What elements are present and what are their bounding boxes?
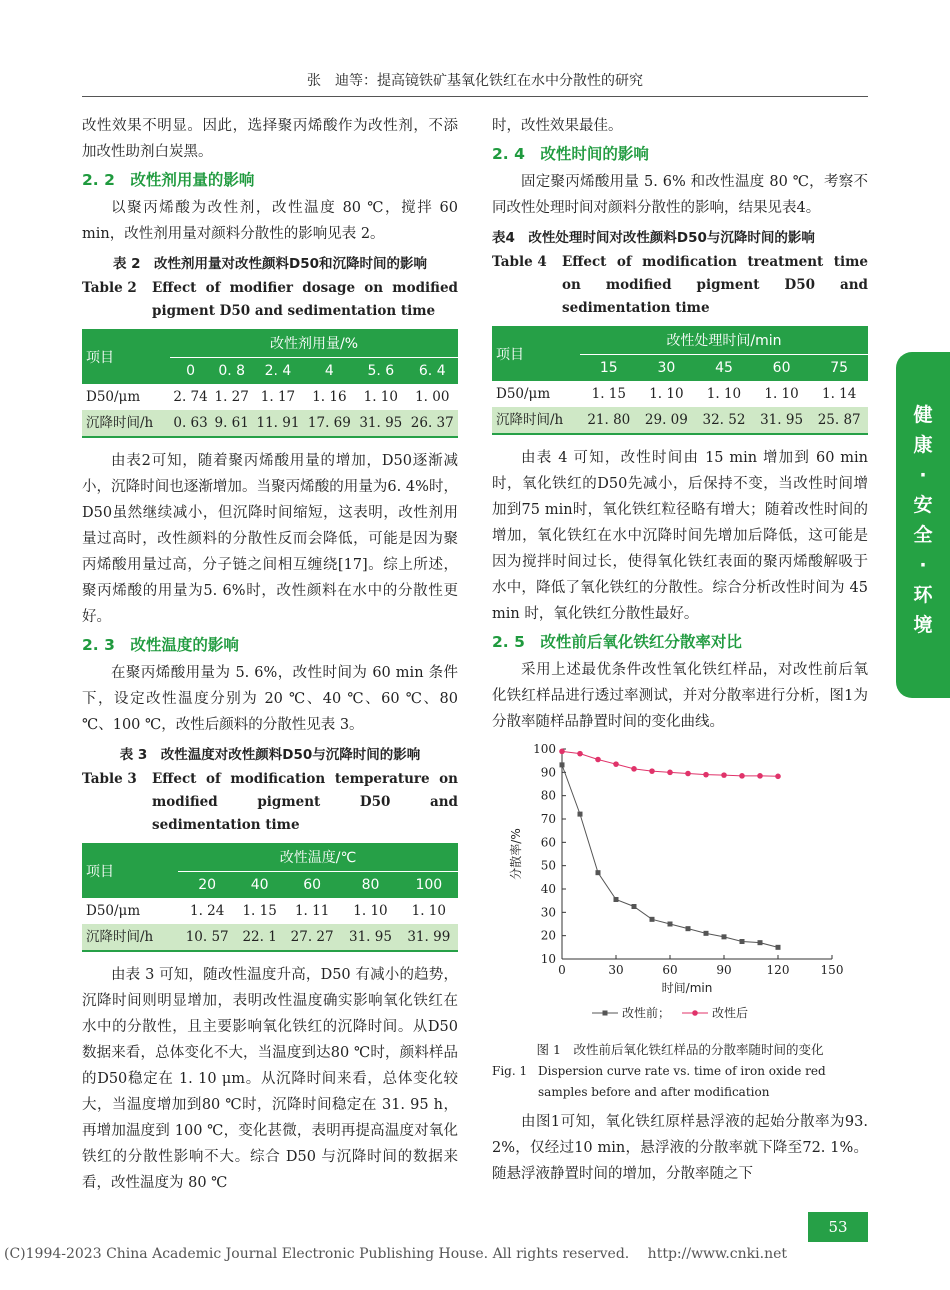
table-cell: 10. 57	[178, 924, 236, 951]
caption-label: Table 4	[492, 254, 547, 270]
header-rule	[82, 96, 868, 97]
table-cell: 31. 95	[753, 407, 811, 434]
caption-text: Effect of modifier dosage on modified pigment D50 and sedimentation time	[152, 280, 458, 319]
data-point-after	[667, 770, 673, 776]
y-tick-label: 90	[540, 765, 556, 780]
table-cell: 1. 10	[411, 903, 446, 919]
caption-label: Table 2	[82, 280, 137, 296]
data-point-before	[668, 922, 673, 927]
side-tab-char: 环	[913, 584, 933, 606]
table-col-header: 75	[810, 355, 868, 382]
table-col-header: 60	[753, 355, 811, 382]
legend-marker-after	[692, 1010, 698, 1016]
table-group-header: 改性温度/℃	[178, 844, 458, 872]
data-point-after	[613, 761, 619, 767]
table-row	[492, 381, 868, 407]
table-col-header: 15	[580, 355, 638, 382]
legend-marker-before	[603, 1011, 608, 1016]
table-3-caption-zh: 表 3 改性温度对改性颜料D50与沉降时间的影响	[119, 747, 421, 763]
table-col-header: 0. 8	[211, 358, 252, 385]
table-cell: 26. 37	[407, 410, 458, 437]
data-point-before	[614, 897, 619, 902]
table-cell: 17. 69	[304, 410, 355, 437]
table-cell: 1. 10	[363, 389, 398, 405]
paragraph: 在聚丙烯酸用量为 5. 6%，改性时间为 60 min 条件下，设定改性温度分别为 20 ℃、40 ℃、60 ℃、80 ℃、100 ℃，改性后颜料的分散性见表 3。	[82, 665, 458, 733]
y-axis-label: 分散率/%	[509, 828, 523, 880]
table-row	[82, 924, 458, 951]
caption-text: Effect of modification treatment time on modified pigment D50 and sedimentation time	[562, 254, 868, 316]
table-col-header: 4	[304, 358, 355, 385]
data-point-before	[650, 917, 655, 922]
dispersion-chart	[492, 739, 868, 1039]
data-point-after	[559, 749, 565, 755]
table-cell: 1. 10	[706, 386, 742, 402]
table-cell: 1. 24	[189, 903, 225, 919]
page-number: 53	[808, 1212, 868, 1242]
section-heading-2-4: 2. 4 改性时间的影响	[492, 145, 649, 163]
caption-text: Dispersion curve rate vs. time of iron oxide red samples before and after modification	[538, 1064, 826, 1099]
caption-label: Table 3	[82, 771, 137, 787]
table-cell: 29. 09	[638, 407, 696, 434]
table-group-header: 改性处理时间/min	[580, 327, 868, 355]
y-tick-label: 40	[540, 882, 556, 896]
paragraph: 由表 3 可知，随改性温度升高，D50 有减小的趋势，沉降时间则明显增加，表明改性温度确实影响氧化铁红在水中的分散性，且主要影响氧化铁红的沉降时间。从D50数据来看，总体变化不大，当温度到达80 ℃时，颜料样品的D50稳定在 1. 10 μm。从沉降时间来看，总体变化较大，当温度增加到80 ℃时，沉降时间稳定在 31. 95 h，再增加温度到 100 ℃，变化甚微，表明再提高温度对氧化铁红的分散性影响不大。综合 D50 与沉降时间的数据来看，改性温度为 80 ℃	[82, 967, 458, 1191]
data-point-after	[703, 772, 709, 778]
paragraph: 以聚丙烯酸为改性剂，改性温度 80 ℃，搅拌 60 min，改性剂用量对颜料分散性的影响见表 2。	[82, 200, 458, 242]
caption-label: Fig. 1	[492, 1064, 528, 1078]
paragraph: 由表2可知，随着聚丙烯酸用量的增加，D50逐渐减小，沉降时间也逐渐增加。当聚丙烯酸的用量为6. 4%时，D50虽然继续减小，但沉降时间缩短，这表明，改性剂用量过高时，改性颜料的分散性反而会降低，可能是因为聚丙烯酸用量过高，分子链之间相互缠绕[17]。综上所述，聚丙烯酸的用量为5. 6%时，改性颜料在水中的分散性更好。	[82, 453, 458, 625]
table-col-header: 45	[695, 355, 753, 382]
table-cell: 1. 10	[649, 386, 684, 402]
y-tick-label: 100	[533, 742, 556, 756]
table-row-label: 沉降时间/h	[82, 410, 170, 437]
data-point-before	[578, 812, 583, 817]
table-2-caption-en	[82, 277, 458, 323]
y-tick-label: 50	[540, 858, 556, 873]
table-cell: 1. 00	[415, 389, 450, 405]
side-tab-char: 康	[913, 434, 933, 456]
figure-1-caption-zh: 图 1 改性前后氧化铁红样品的分散率随时间的变化	[536, 1042, 824, 1057]
x-tick-label: 90	[716, 963, 732, 977]
table-4-caption-en	[492, 251, 868, 320]
data-point-after	[649, 768, 655, 774]
table-col-header: 0	[170, 358, 211, 385]
data-point-after	[757, 773, 763, 779]
table-cell: 1. 11	[294, 903, 330, 919]
table-cell: 1. 27	[214, 389, 249, 405]
x-tick-label: 120	[766, 963, 790, 977]
section-side-tab	[896, 352, 950, 698]
data-point-before	[740, 939, 745, 944]
series-line-before	[562, 765, 778, 947]
table-cell: 1. 10	[764, 386, 799, 402]
paragraph: 由图1可知，氧化铁红原样悬浮液的起始分散率为93. 2%，仅经过10 min，悬浮液的分散率就下降至72. 1%。随悬浮液静置时间的增加，分散率随之下	[492, 1114, 868, 1182]
left-column	[82, 113, 458, 1196]
data-point-before	[704, 931, 709, 936]
caption-text: Effect of modification temperature on modified pigment D50 and sedimentation time	[152, 771, 458, 833]
section-heading-2-3: 2. 3 改性温度的影响	[82, 636, 239, 654]
table-row-label: D50/μm	[86, 903, 141, 919]
table-3-caption-en	[82, 768, 458, 837]
table-col-header: 60	[283, 872, 341, 899]
y-tick-label: 70	[540, 812, 556, 826]
table-cell: 25. 87	[810, 407, 868, 434]
paragraph: 时，改性效果最佳。	[492, 118, 623, 134]
data-point-before	[776, 945, 781, 950]
y-tick-label: 60	[540, 835, 556, 850]
table-cell: 22. 1	[236, 924, 283, 951]
y-tick-label: 30	[540, 905, 556, 920]
legend-label-before: 改性前；	[622, 1006, 671, 1020]
table-cell: 31. 95	[341, 924, 399, 951]
side-tab-char: 境	[913, 614, 933, 636]
data-point-after	[685, 771, 691, 777]
table-col-header: 6. 4	[407, 358, 458, 385]
x-tick-label: 30	[608, 963, 624, 977]
table-row	[492, 407, 868, 434]
table-3	[82, 843, 458, 952]
x-axis-label: 时间/min	[661, 981, 713, 995]
table-col-header: 40	[236, 872, 283, 899]
table-row	[82, 384, 458, 410]
table-cell: 32. 52	[695, 407, 753, 434]
data-point-before	[560, 762, 565, 767]
table-cell: 2. 74	[173, 389, 208, 405]
table-col-header: 2. 4	[252, 358, 303, 385]
table-group-header: 改性剂用量/%	[170, 330, 458, 358]
table-row-label: D50/μm	[86, 389, 141, 405]
running-header: 张 迪等：提高镜铁矿基氧化铁红在水中分散性的研究	[307, 73, 643, 89]
table-col-header: 100	[400, 872, 458, 899]
copyright-footer: (C)1994-2023 China Academic Journal Electronic Publishing House. All rights reserved. http://www.cnki.net	[4, 1246, 788, 1262]
side-tab-char: 安	[913, 494, 933, 516]
table-cell: 1. 16	[312, 389, 347, 405]
table-cell: 27. 27	[283, 924, 341, 951]
table-row	[82, 898, 458, 924]
table-cell: 11. 91	[252, 410, 303, 437]
table-row-label: D50/μm	[496, 386, 551, 402]
y-tick-label: 10	[540, 952, 556, 966]
table-row-header: 项目	[492, 327, 580, 381]
table-col-header: 20	[178, 872, 236, 899]
paragraph: 由表 4 可知，改性时间由 15 min 增加到 60 min 时，氧化铁红的D50先减小，后保持不变，当改性时间增加到75 min时，氧化铁红粒径略有增大；随着改性时间的增加，氧化铁红在水中沉降时间先增加后降低，这可能是因为搅拌时间过长，使得氧化铁红表面的聚丙烯酸解吸于水中，降低了氧化铁红的分散性。综合分析改性时间为 45 min 时，氧化铁红分散性最好。	[492, 450, 868, 622]
table-2-caption-zh: 表 2 改性剂用量对改性颜料D50和沉降时间的影响	[112, 256, 428, 272]
table-cell: 1. 14	[822, 386, 857, 402]
table-cell: 1. 15	[242, 903, 277, 919]
table-col-header: 5. 6	[355, 358, 406, 385]
section-heading-2-5: 2. 5 改性前后氧化铁红分散率对比	[492, 633, 742, 651]
table-2	[82, 329, 458, 438]
data-point-before	[722, 934, 727, 939]
table-row	[82, 410, 458, 437]
side-tab-char: ·	[919, 554, 927, 576]
y-tick-label: 20	[540, 928, 556, 943]
right-column	[492, 113, 868, 1187]
data-point-after	[577, 751, 583, 757]
legend-label-after: 改性后	[712, 1006, 749, 1020]
y-tick-label: 80	[540, 788, 556, 803]
data-point-before	[632, 904, 637, 909]
paragraph: 采用上述最优条件改性氧化铁红样品，对改性前后氧化铁红样品进行透过率测试，并对分散率进行分析，图1为分散率随样品静置时间的变化曲线。	[492, 662, 868, 730]
table-col-header: 30	[638, 355, 696, 382]
section-heading-2-2: 2. 2 改性剂用量的影响	[82, 171, 255, 189]
x-tick-label: 150	[820, 963, 844, 977]
table-4	[492, 326, 868, 435]
table-cell: 1. 17	[260, 389, 296, 405]
table-row-label: 沉降时间/h	[492, 407, 580, 434]
table-cell: 0. 63	[170, 410, 211, 437]
table-cell: 1. 15	[591, 386, 626, 402]
data-point-after	[721, 772, 727, 778]
data-point-before	[596, 870, 601, 875]
table-row-label: 沉降时间/h	[82, 924, 178, 951]
figure-1-caption-en	[492, 1061, 868, 1103]
x-tick-label: 60	[662, 963, 678, 977]
table-row-header: 项目	[82, 330, 170, 384]
data-point-before	[686, 926, 691, 931]
table-cell: 31. 95	[355, 410, 406, 437]
side-tab-char: 全	[913, 524, 933, 546]
paragraph: 改性效果不明显。因此，选择聚丙烯酸作为改性剂，不添加改性助剂白炭黑。	[82, 118, 458, 160]
table-4-caption-zh: 表4 改性处理时间对改性颜料D50与沉降时间的影响	[492, 230, 815, 246]
table-col-header: 80	[341, 872, 399, 899]
side-tab-char: 健	[913, 404, 933, 426]
table-cell: 9. 61	[211, 410, 252, 437]
paragraph: 固定聚丙烯酸用量 5. 6% 和改性温度 80 ℃，考察不同改性处理时间对颜料分散性的影响，结果见表4。	[492, 174, 868, 216]
x-tick-label: 0	[558, 963, 566, 977]
table-cell: 31. 99	[400, 924, 458, 951]
data-point-before	[758, 940, 763, 945]
table-cell: 1. 10	[353, 903, 388, 919]
data-point-after	[739, 773, 745, 779]
data-point-after	[595, 757, 601, 763]
table-row-header: 项目	[82, 844, 178, 898]
table-cell: 21. 80	[580, 407, 638, 434]
side-tab-char: ·	[919, 464, 927, 486]
data-point-after	[631, 766, 637, 772]
data-point-after	[775, 774, 781, 780]
